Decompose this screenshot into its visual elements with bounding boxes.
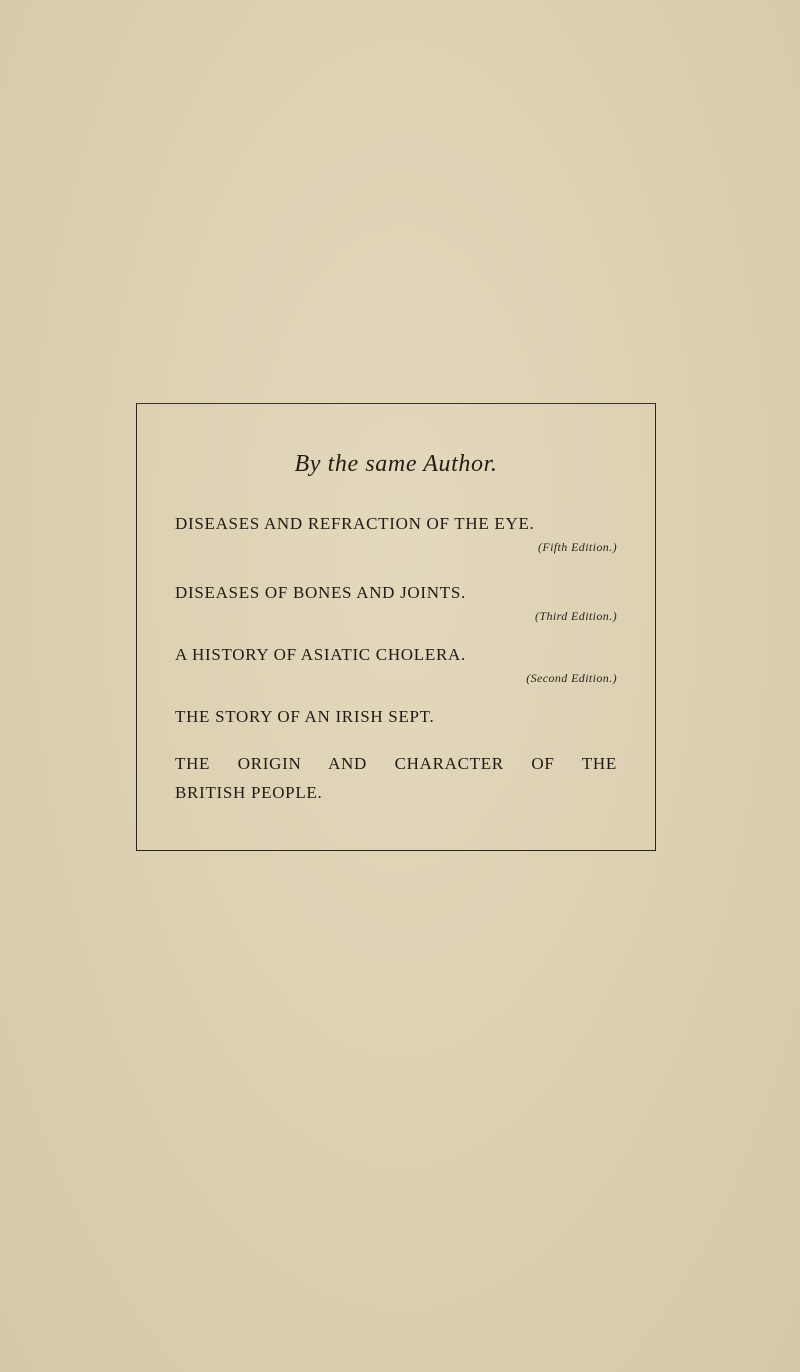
book-entry <box>175 645 617 686</box>
book-title: THE STORY OF AN IRISH SEPT. <box>175 707 435 726</box>
section-heading: By the same Author. <box>294 451 498 477</box>
book-title: DISEASES OF BONES AND JOINTS. <box>175 583 466 602</box>
book-edition: (Second Edition.) <box>526 671 617 685</box>
book-title: THE ORIGIN AND CHARACTER OF THE <box>175 754 617 773</box>
book-title: DISEASES AND REFRACTION OF THE EYE. <box>175 514 535 533</box>
book-entry <box>175 514 617 555</box>
publication-list-frame <box>136 403 656 851</box>
book-title: A HISTORY OF ASIATIC CHOLERA. <box>175 645 466 664</box>
book-entry <box>175 707 617 727</box>
book-entry <box>175 754 617 803</box>
book-edition: (Fifth Edition.) <box>537 540 617 554</box>
book-entry <box>175 583 617 624</box>
book-title-continuation: BRITISH PEOPLE. <box>175 783 323 802</box>
book-edition: (Third Edition.) <box>535 609 617 623</box>
